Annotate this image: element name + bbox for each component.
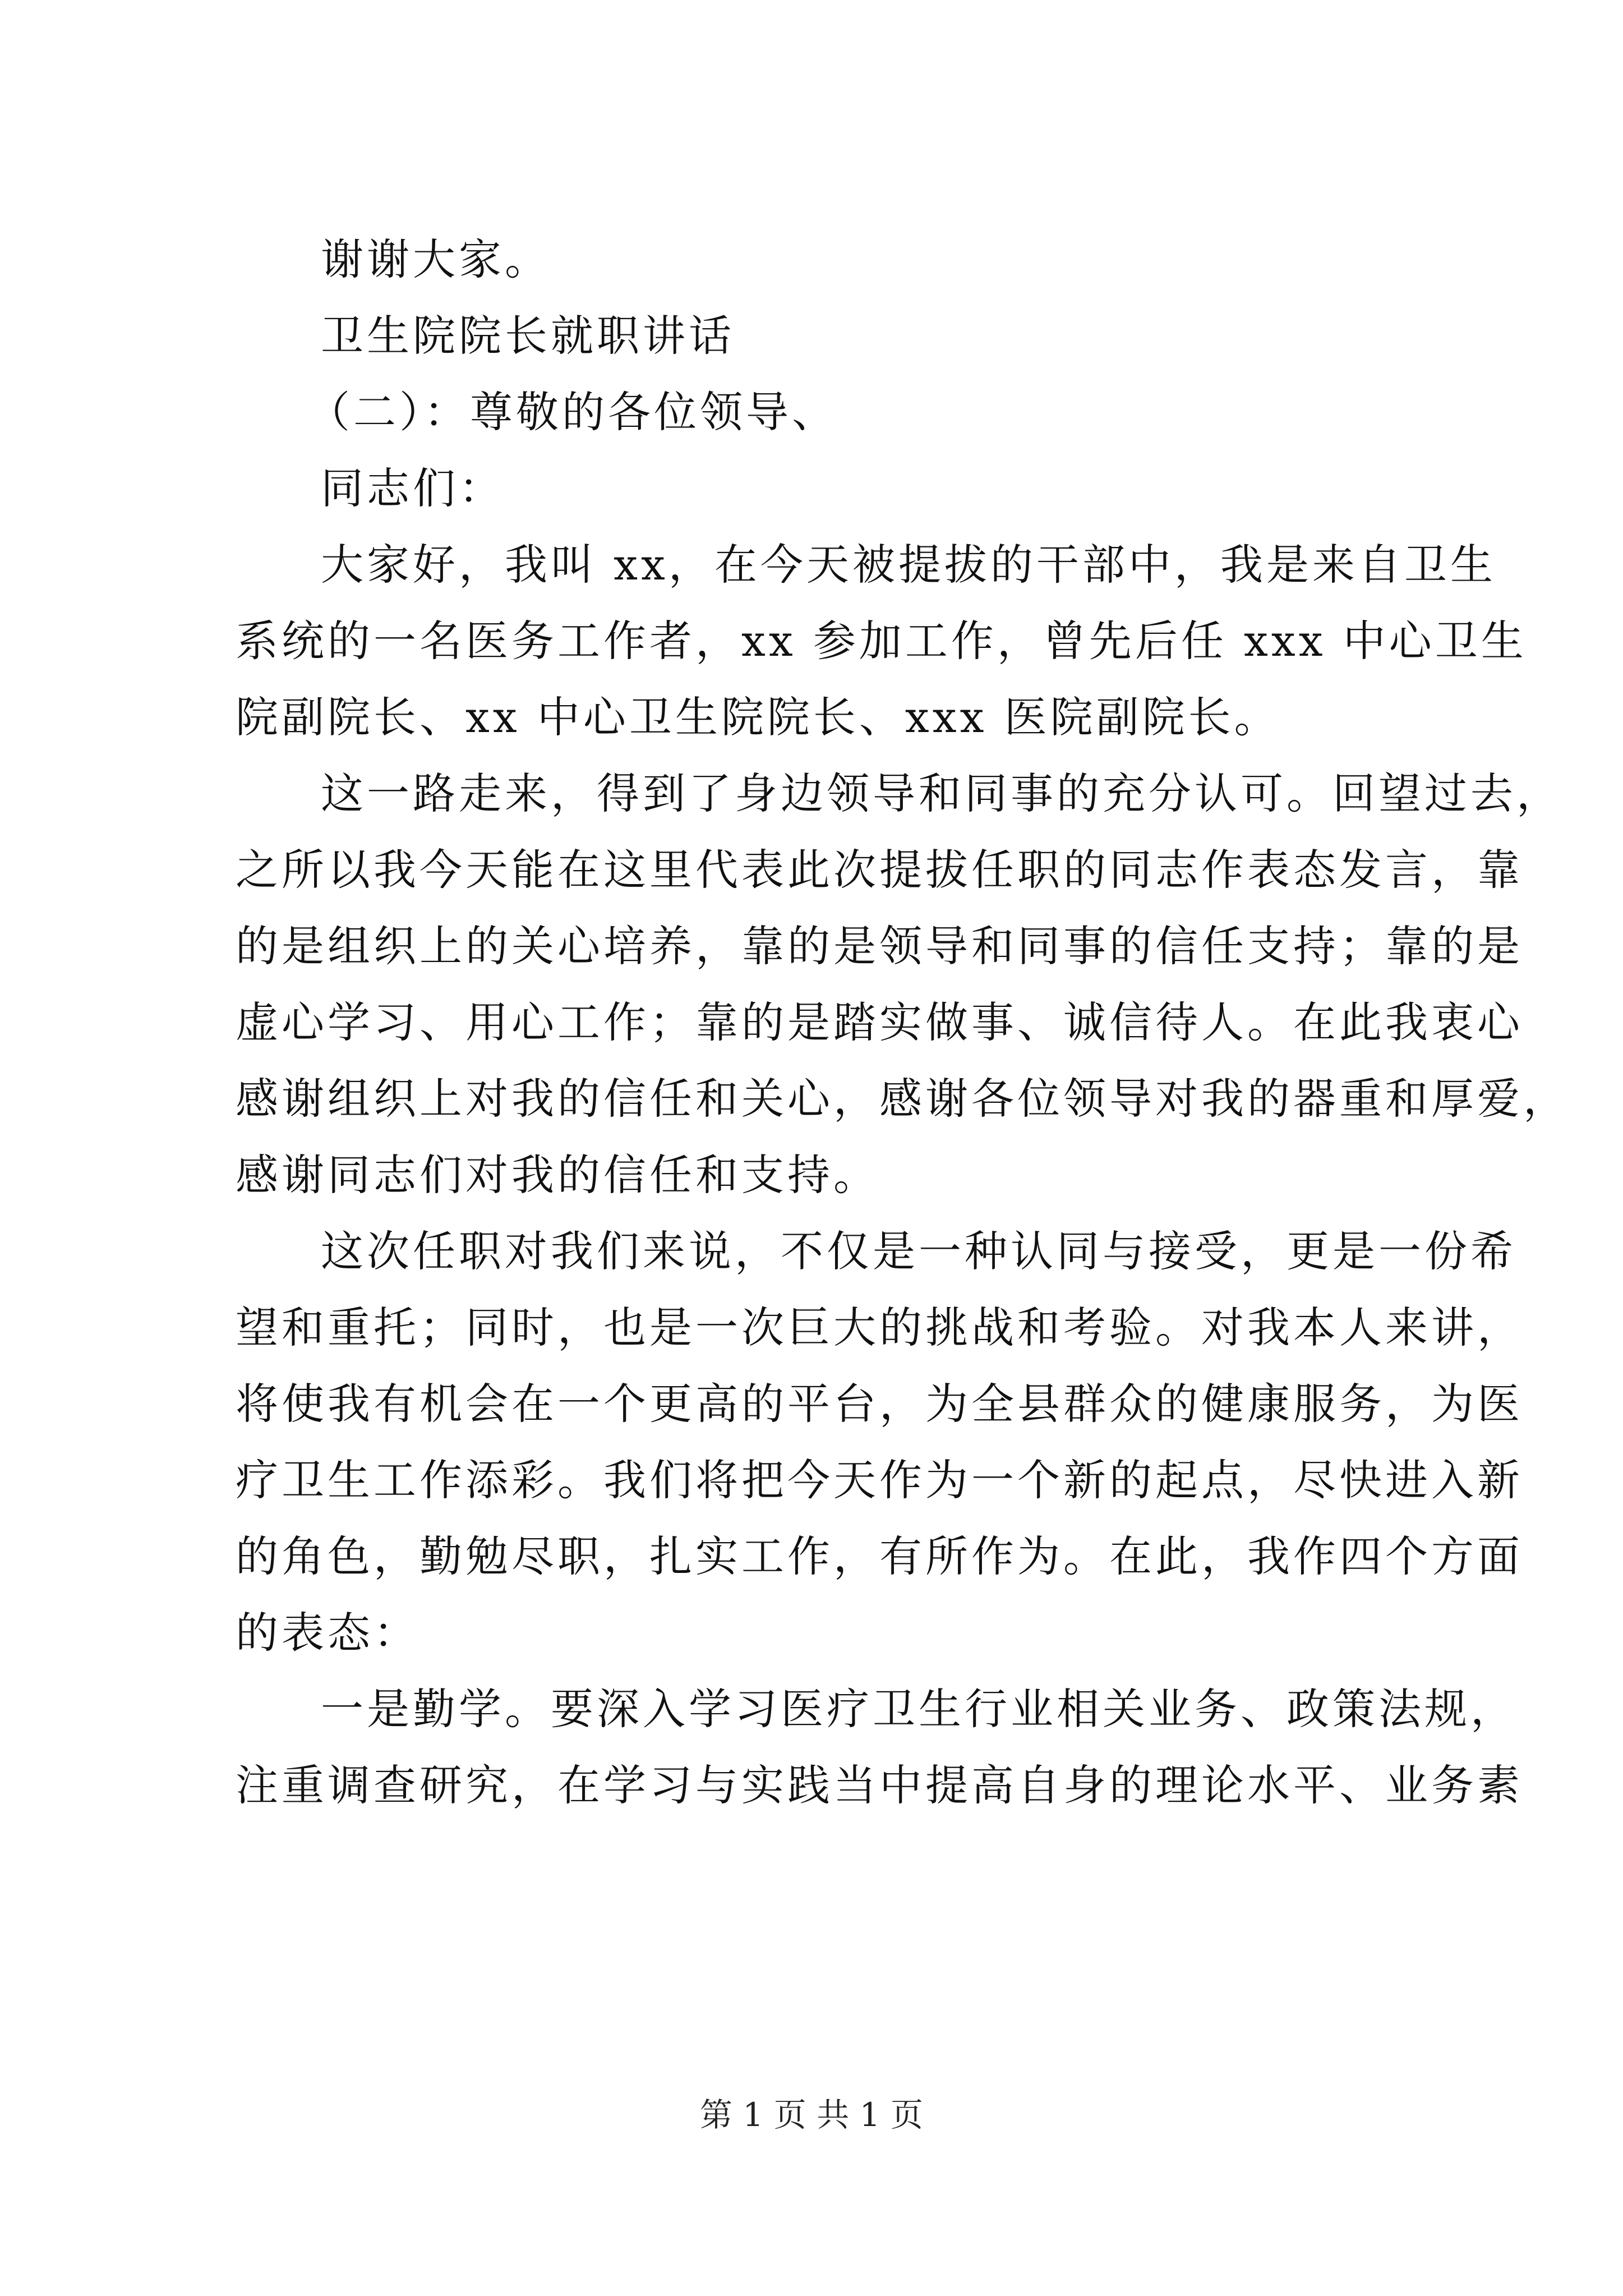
text-line: 虚心学习、用心工作；靠的是踏实做事、诚信待人。在此我衷心 [236, 997, 1523, 1047]
text-line: 院副院长、xx 中心卫生院院长、xxx 医院副院长。 [236, 692, 1280, 742]
text-line: 谢谢大家。 [321, 234, 551, 284]
text-line: 将使我有机会在一个更高的平台，为全县群众的健康服务，为医 [236, 1379, 1523, 1429]
text-line: 这次任职对我们来说，不仅是一种认同与接受，更是一份希 [321, 1226, 1516, 1276]
document-body [236, 222, 1569, 1824]
text-line: 之所以我今天能在这里代表此次提拔任职的同志作表态发言，靠 [236, 845, 1523, 895]
text-line: （二）：尊敬的各位领导、 [307, 387, 838, 437]
text-line: 感谢组织上对我的信任和关心，感谢各位领导对我的器重和厚爱， [236, 1074, 1569, 1124]
text-line: 的角色，勤勉尽职，扎实工作，有所作为。在此，我作四个方面 [236, 1531, 1523, 1581]
text-line: 一是勤学。要深入学习医疗卫生行业相关业务、政策法规， [321, 1684, 1516, 1734]
section-title: 卫生院院长就职讲话 [321, 311, 735, 361]
text-line: 的是组织上的关心培养，靠的是领导和同事的信任支持；靠的是 [236, 921, 1523, 971]
text-line: 注重调查研究，在学习与实践当中提高自身的理论水平、业务素 [236, 1760, 1523, 1810]
text-line: 同志们： [321, 463, 505, 513]
text-line: 的表态： [236, 1608, 419, 1658]
text-line: 这一路走来，得到了身边领导和同事的充分认可。回望过去， [321, 769, 1562, 818]
text-line: 疗卫生工作添彩。我们将把今天作为一个新的起点，尽快进入新 [236, 1455, 1523, 1505]
text-line: 望和重托；同时，也是一次巨大的挑战和考验。对我本人来讲， [236, 1303, 1523, 1352]
text-line: 大家好，我叫 xx，在今天被提拔的干部中，我是来自卫生 [321, 540, 1496, 590]
text-line: 系统的一名医务工作者，xx 参加工作，曾先后任 xxx 中心卫生 [236, 616, 1527, 666]
text-line: 感谢同志们对我的信任和支持。 [236, 1150, 879, 1200]
page-number-footer: 第 1 页 共 1 页 [700, 2096, 923, 2134]
